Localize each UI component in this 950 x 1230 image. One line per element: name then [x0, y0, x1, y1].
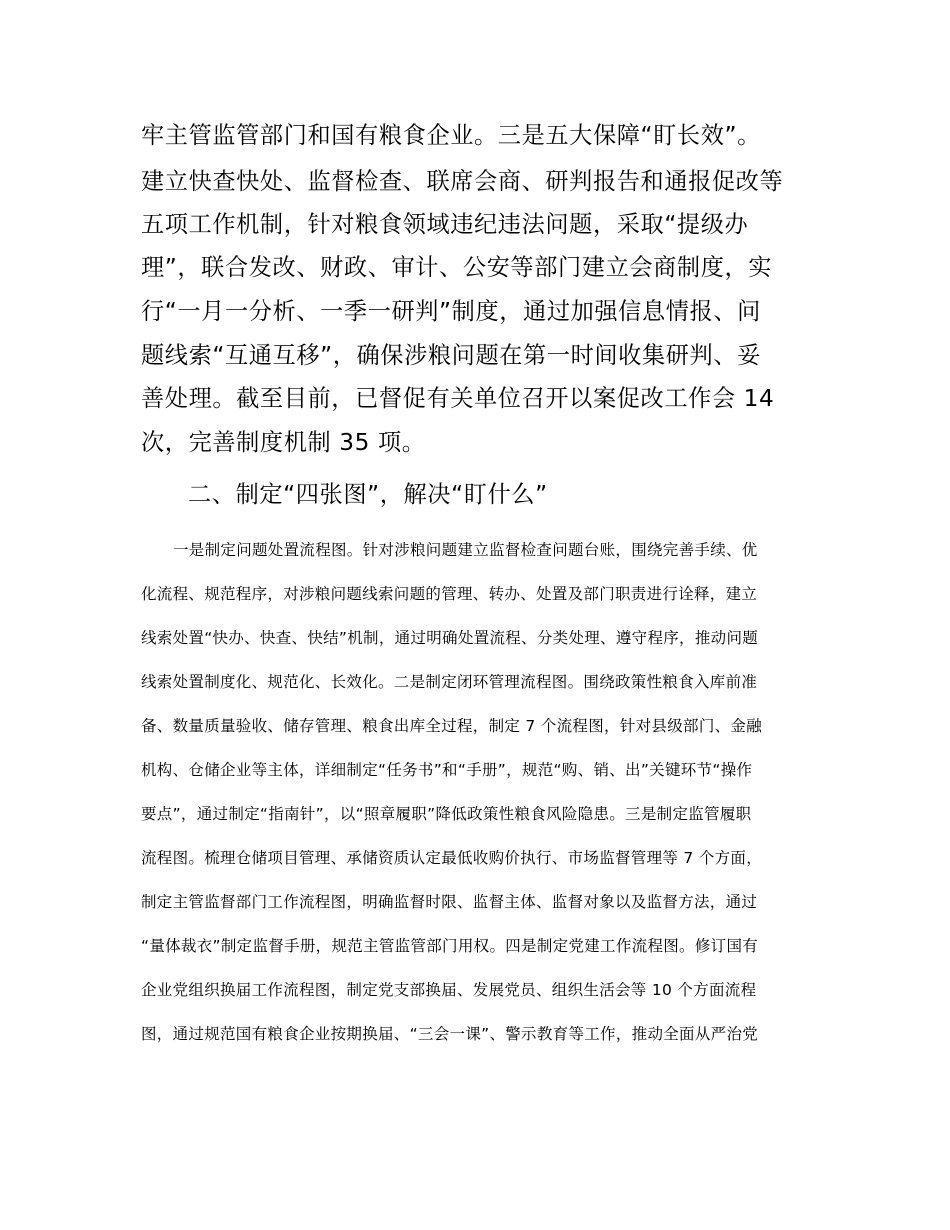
paragraph-line: 机构、仓储企业等主体，详细制定“任务书”和“手册”，规范“购、销、出”关键环节“操作 [141, 761, 753, 779]
paragraph-line: 化流程、规范程序，对涉粮问题线索问题的管理、转办、处置及部门职责进行诠释，建立 [141, 585, 758, 603]
paragraph-line: 题线索“互通互移”，确保涉粮问题在第一时间收集研判、妥 [141, 342, 761, 369]
paragraph-line: 牢主管监管部门和国有粮食企业。三是五大保障“盯长效”。 [141, 122, 761, 149]
paragraph-line: 线索处置制度化、规范化、长效化。二是制定闭环管理流程图。围绕政策性粮食入库前准 [141, 673, 758, 691]
paragraph-line: 理”，联合发改、财政、审计、公安等部门建立会商制度，实 [141, 254, 773, 281]
paragraph-line: 备、数量质量验收、储存管理、粮食出库全过程，制定 7 个流程图，针对县级部门、金融 [141, 717, 763, 735]
paragraph-line: 流程图。梳理仓储项目管理、承储资质认定最低收购价执行、市场监督管理等 7 个方面， [141, 849, 763, 867]
paragraph-line: 要点”，通过制定“指南针”，以“照章履职”降低政策性粮食风险隐患。三是制定监管履职 [141, 805, 752, 823]
paragraph-line: 善处理。截至目前，已督促有关单位召开以案促改工作会 14 [141, 385, 775, 412]
paragraph-line: 企业党组织换届工作流程图，制定党支部换届、发展党员、组织生活会等 10 个方面流程 [141, 981, 757, 999]
paragraph-line: 一是制定问题处置流程图。针对涉粮问题建立监督检查问题台账，围绕完善手续、优 [173, 541, 758, 559]
paragraph-line: 建立快查快处、监督检查、联席会商、研判报告和通报促改等 [141, 168, 784, 195]
paragraph-line: 图，通过规范国有粮食企业按期换届、“三会一课”、警示教育等工作，推动全面从严治党 [141, 1025, 759, 1043]
paragraph-line: 线索处置“快办、快查、快结”机制，通过明确处置流程、分类处理、遵守程序，推动问题 [141, 629, 759, 647]
section-heading: 二、制定“四张图”，解决“盯什么” [188, 481, 548, 508]
paragraph-line: “量体裁衣”制定监督手册，规范主管监管部门用权。四是制定党建工作流程图。修订国有 [141, 937, 759, 955]
paragraph-line: 次，完善制度机制 35 项。 [141, 429, 426, 456]
paragraph-line: 行“一月一分析、一季一研判”制度，通过加强信息情报、问 [141, 298, 761, 325]
paragraph-line: 制定主管监督部门工作流程图，明确监督时限、监督主体、监督对象以及监督方法，通过 [141, 893, 758, 911]
paragraph-line: 五项工作机制，针对粮食领域违纪违法问题，采取“提级办 [141, 211, 749, 238]
